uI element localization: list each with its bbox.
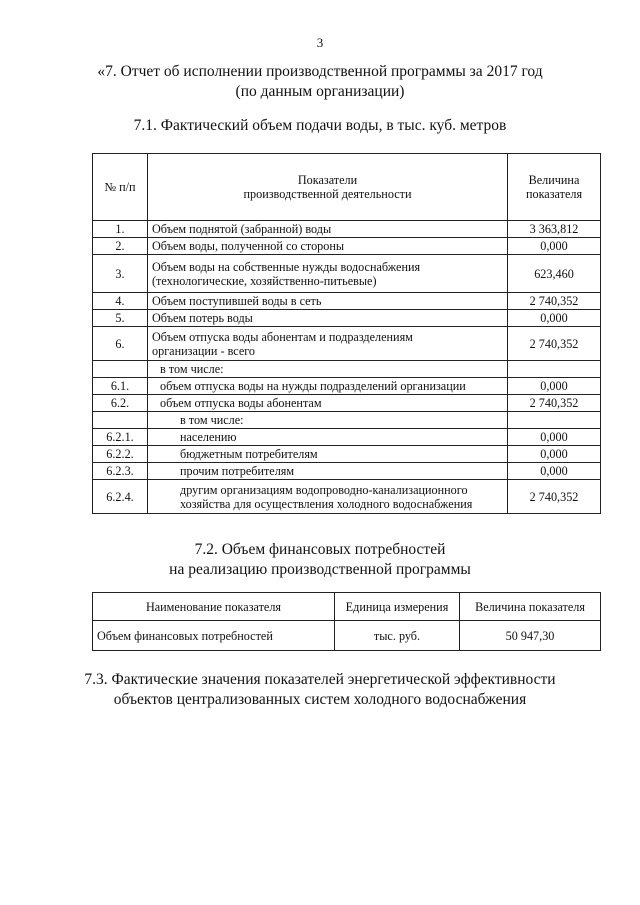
section-72-heading (0, 540, 640, 580)
row-value: 50 947,30 (460, 621, 601, 651)
row-num: 3. (93, 255, 148, 293)
header-value-line2: показателя (525, 187, 583, 201)
header-unit: Единица измерения (335, 593, 460, 621)
row-name: Объем воды, полученной со стороны (148, 238, 508, 255)
header-value-line1: Величина (528, 173, 580, 187)
section-72-subtitle: на реализацию производственной программы (169, 561, 471, 578)
table-row (93, 327, 601, 361)
table-row (93, 310, 601, 327)
section-73-heading (0, 670, 640, 710)
row-value: 0,000 (508, 463, 601, 480)
row-num (93, 361, 148, 378)
table-row (93, 621, 601, 651)
row-num (93, 412, 148, 429)
table-row (93, 361, 601, 378)
table-row (93, 429, 601, 446)
row-num: 6.1. (93, 378, 148, 395)
row-name: объем отпуска воды абонентам (148, 395, 508, 412)
row-name (148, 327, 508, 361)
header-indicator-name: Наименование показателя (93, 593, 335, 621)
table-row (93, 412, 601, 429)
row-name: населению (148, 429, 508, 446)
row-value (508, 412, 601, 429)
row-value: 0,000 (508, 429, 601, 446)
header-name-line1: Показатели (297, 173, 358, 187)
row-num: 6.2.4. (93, 480, 148, 514)
row-name-line1: Объем отпуска воды абонентам и подразделениям (152, 329, 413, 344)
row-num: 6.2. (93, 395, 148, 412)
page-number: 3 (316, 35, 324, 50)
row-value (508, 361, 601, 378)
section-73-subtitle: объектов централизованных систем холодного водоснабжения (113, 691, 527, 708)
row-name: объем отпуска воды на нужды подразделений организации (148, 378, 508, 395)
row-name: Объем потерь воды (148, 310, 508, 327)
financial-needs-table (92, 592, 601, 651)
header-name (148, 154, 508, 221)
row-num: 4. (93, 293, 148, 310)
row-value: 2 740,352 (508, 480, 601, 514)
row-name: Объем финансовых потребностей (93, 621, 335, 651)
table-row (93, 446, 601, 463)
table-row (93, 463, 601, 480)
table-row (93, 255, 601, 293)
section-7-heading (0, 62, 640, 102)
row-name: в том числе: (148, 412, 508, 429)
section-72-title: 7.2. Объем финансовых потребностей (194, 541, 446, 558)
row-value: 623,460 (508, 255, 601, 293)
row-value: 0,000 (508, 446, 601, 463)
row-unit: тыс. руб. (335, 621, 460, 651)
row-value: 0,000 (508, 238, 601, 255)
row-name (148, 480, 508, 514)
row-name-line2: хозяйства для осуществления холодного водоснабжения (180, 496, 473, 511)
table-row (93, 221, 601, 238)
table-header-row (93, 154, 601, 221)
table-row (93, 293, 601, 310)
header-value (508, 154, 601, 221)
header-value: Величина показателя (460, 593, 601, 621)
row-name: бюджетным потребителям (148, 446, 508, 463)
table-row (93, 395, 601, 412)
row-num: 2. (93, 238, 148, 255)
row-num: 6.2.3. (93, 463, 148, 480)
table-row (93, 480, 601, 514)
row-value: 2 740,352 (508, 293, 601, 310)
row-num: 5. (93, 310, 148, 327)
row-name (148, 255, 508, 293)
row-name: в том числе: (148, 361, 508, 378)
row-name-line2: организации - всего (152, 343, 256, 358)
row-name: Объем поступившей воды в сеть (148, 293, 508, 310)
row-num: 6.2.1. (93, 429, 148, 446)
row-num: 6. (93, 327, 148, 361)
table-row (93, 378, 601, 395)
row-num: 6.2.2. (93, 446, 148, 463)
water-supply-table (92, 153, 601, 514)
row-value: 3 363,812 (508, 221, 601, 238)
section-7-subtitle: (по данным организации) (235, 83, 405, 100)
row-name-line1: Объем воды на собственные нужды водоснабжения (152, 259, 421, 274)
row-name-line1: другим организациям водопроводно-канализационного (180, 482, 468, 497)
row-value: 2 740,352 (508, 327, 601, 361)
row-num: 1. (93, 221, 148, 238)
row-value: 0,000 (508, 310, 601, 327)
table-header-row (93, 593, 601, 621)
row-name: Объем поднятой (забранной) воды (148, 221, 508, 238)
header-name-line2: производственной деятельности (243, 187, 412, 201)
row-name-line2: (технологические, хозяйственно-питьевые) (152, 273, 377, 288)
section-73-title: 7.3. Фактические значения показателей энергетической эффективности (84, 671, 556, 688)
section-71-title: 7.1. Фактический объем подачи воды, в тыс. куб. метров (133, 117, 507, 134)
row-name: прочим потребителям (148, 463, 508, 480)
row-value: 2 740,352 (508, 395, 601, 412)
header-num: № п/п (93, 154, 148, 221)
table-row (93, 238, 601, 255)
section-71-heading (0, 116, 640, 136)
row-value: 0,000 (508, 378, 601, 395)
section-7-title: «7. Отчет об исполнении производственной программы за 2017 год (97, 63, 543, 80)
